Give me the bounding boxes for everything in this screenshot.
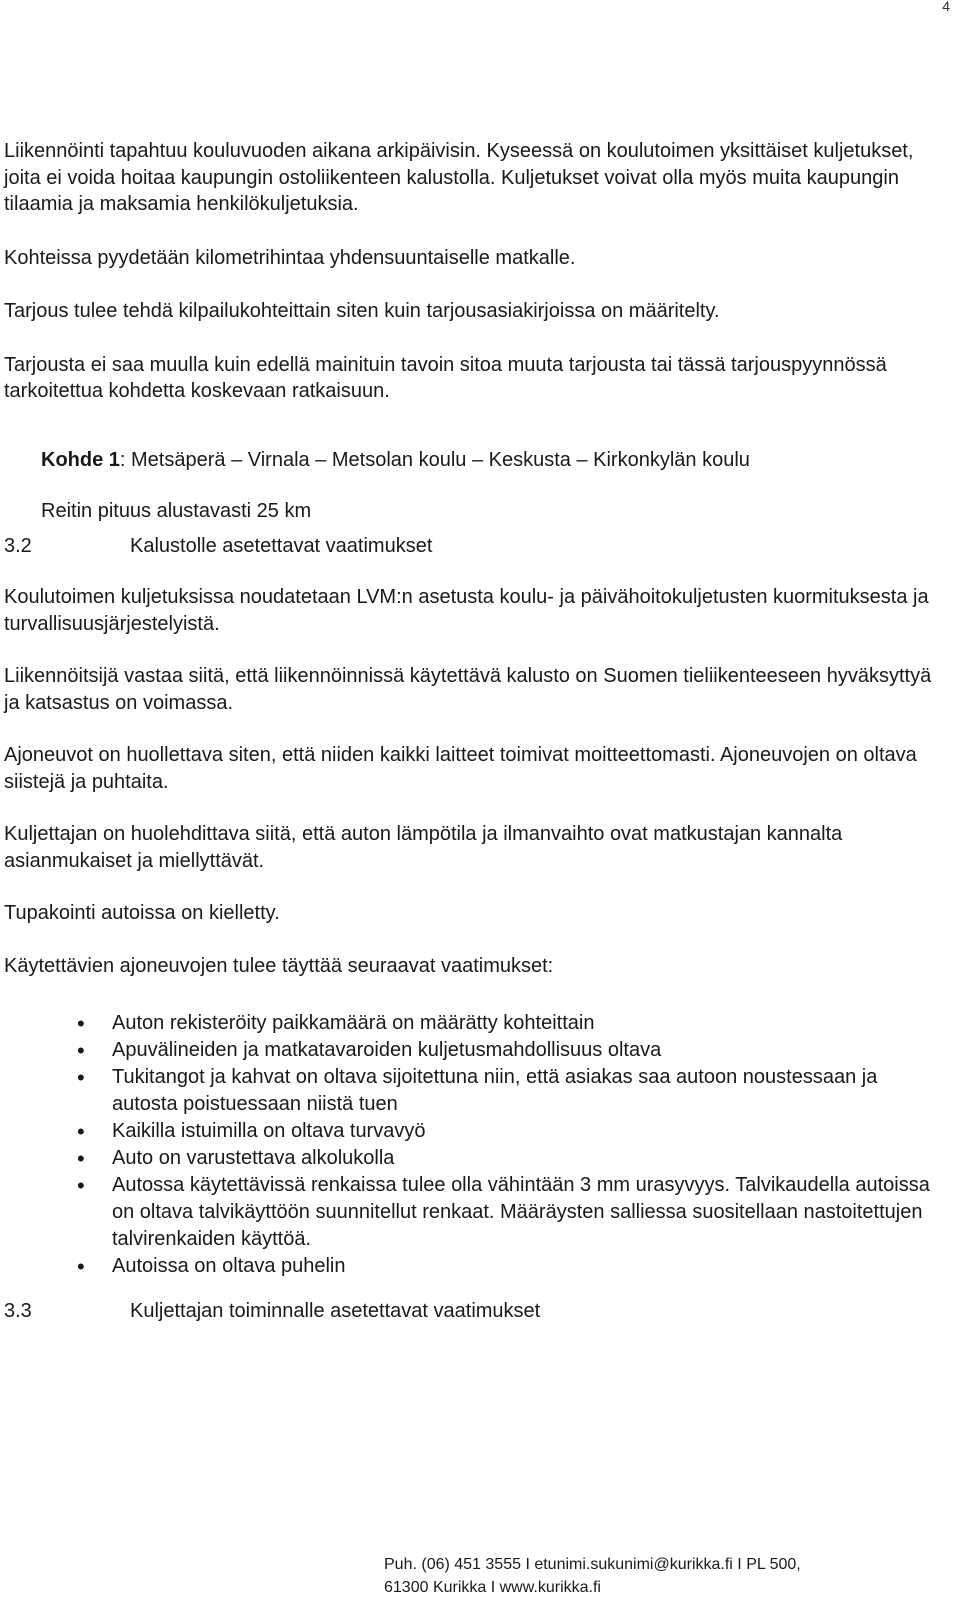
bullet-icon: • xyxy=(77,1254,85,1279)
body-paragraph: Kuljettajan on huolehdittava siitä, että auton lämpötila ja ilmanvaihto ovat matkustajan kannalta asianmukaiset ja miellyttävät. xyxy=(4,823,843,872)
list-item-text: Autossa käytettävissä renkaissa tulee olla vähintään 3 mm urasyvyys. Talvikaudella autoissa on oltava talvikäyttöön suunnitellut renkaat. Määräysten salliessa suositellaan nastoitettujen talvirenkaiden käyttöä. xyxy=(112,1174,930,1250)
section-heading-3-3 xyxy=(4,1298,934,1325)
section-number: 3.3 xyxy=(4,1300,32,1322)
footer-contact-line: Puh. (06) 451 3555 I etunimi.sukunimi@kurikka.fi I PL 500, xyxy=(384,1556,801,1573)
intro-paragraph-3: Tarjous tulee tehdä kilpailukohteittain siten kuin tarjousasiakirjoissa on määritelty. xyxy=(4,300,720,322)
list-item xyxy=(4,1037,934,1064)
list-item xyxy=(4,1145,934,1172)
body-paragraph: Tupakointi autoissa on kielletty. xyxy=(4,902,280,924)
bullet-icon: • xyxy=(77,1146,85,1171)
body-paragraph: Koulutoimen kuljetuksissa noudatetaan LVM:n asetusta koulu- ja päivähoitokuljetusten kuormituksesta ja turvallisuusjärjestelyistä. xyxy=(4,586,929,635)
page-footer xyxy=(384,1553,944,1599)
list-item xyxy=(4,1010,934,1037)
list-item-text: Kaikilla istuimilla on oltava turvavyö xyxy=(112,1120,426,1142)
kohde-route: : Metsäperä – Virnala – Metsolan koulu – Keskusta – Kirkonkylän koulu xyxy=(119,448,750,471)
body-paragraph: Ajoneuvot on huollettava siten, että niiden kaikki laitteet toimivat moitteettomasti. Ajoneuvojen on oltava siistejä ja puhtaita. xyxy=(4,744,917,793)
body-paragraph: Käytettävien ajoneuvojen tulee täyttää seuraavat vaatimukset: xyxy=(4,954,554,977)
page-number: 4 xyxy=(942,0,950,14)
kohde-length: Reitin pituus alustavasti 25 km xyxy=(41,500,312,522)
list-item xyxy=(4,1118,934,1145)
intro-section xyxy=(4,138,934,405)
list-item-text: Tukitangot ja kahvat on oltava sijoitettuna niin, että asiakas saa autoon noustessaan ja autosta poistuessaan niistä tuen xyxy=(112,1066,878,1115)
kohde-label: Kohde 1 xyxy=(41,448,120,471)
list-item-text: Autoissa on oltava puhelin xyxy=(112,1255,346,1277)
section-number: 3.2 xyxy=(4,534,32,557)
intro-paragraph-2: Kohteissa pyydetään kilometrihintaa yhdensuuntaiselle matkalle. xyxy=(4,246,576,269)
list-item xyxy=(4,1172,934,1253)
list-item-text: Auto on varustettava alkolukolla xyxy=(112,1147,395,1169)
document-body xyxy=(4,138,934,1325)
intro-paragraph-1: Liikennöinti tapahtuu kouluvuoden aikana arkipäivisin. Kyseessä on koulutoimen yksittäiset kuljetukset, joita ei voida hoitaa kaupungin ostoliikenteen kalustolla. Kuljetukset voivat olla myös muita kaupungin tilaamia ja maksamia henkilökuljetuksia. xyxy=(4,140,914,215)
body-paragraph: Liikennöitsijä vastaa siitä, että liikennöinnissä käytettävä kalusto on Suomen tieliikenteeseen hyväksyttyä ja katsastus on voimassa. xyxy=(4,665,932,714)
kohde-route-line xyxy=(41,447,934,474)
list-item-text: Auton rekisteröity paikkamäärä on määrätty kohteittain xyxy=(112,1012,595,1034)
footer-address-line: 61300 Kurikka I www.kurikka.fi xyxy=(384,1579,601,1596)
kohde-section xyxy=(4,447,934,525)
section-title: Kalustolle asetettavat vaatimukset xyxy=(130,534,433,557)
bullet-icon: • xyxy=(77,1011,85,1036)
intro-paragraph-4: Tarjousta ei saa muulla kuin edellä mainituin tavoin sitoa muuta tarjousta tai tässä tarjouspyynnössä tarkoitettua kohdetta koskevaan ratkaisuun. xyxy=(4,353,887,402)
list-item xyxy=(4,1064,934,1118)
section-title: Kuljettajan toiminnalle asetettavat vaatimukset xyxy=(130,1300,541,1322)
bullet-icon: • xyxy=(77,1119,85,1144)
requirements-list xyxy=(4,1010,934,1280)
bullet-icon: • xyxy=(77,1038,85,1063)
section-heading-3-2 xyxy=(4,533,934,560)
list-item xyxy=(4,1253,934,1280)
bullet-icon: • xyxy=(77,1173,85,1198)
bullet-icon: • xyxy=(77,1065,85,1090)
list-item-text: Apuvälineiden ja matkatavaroiden kuljetusmahdollisuus oltava xyxy=(112,1039,662,1061)
